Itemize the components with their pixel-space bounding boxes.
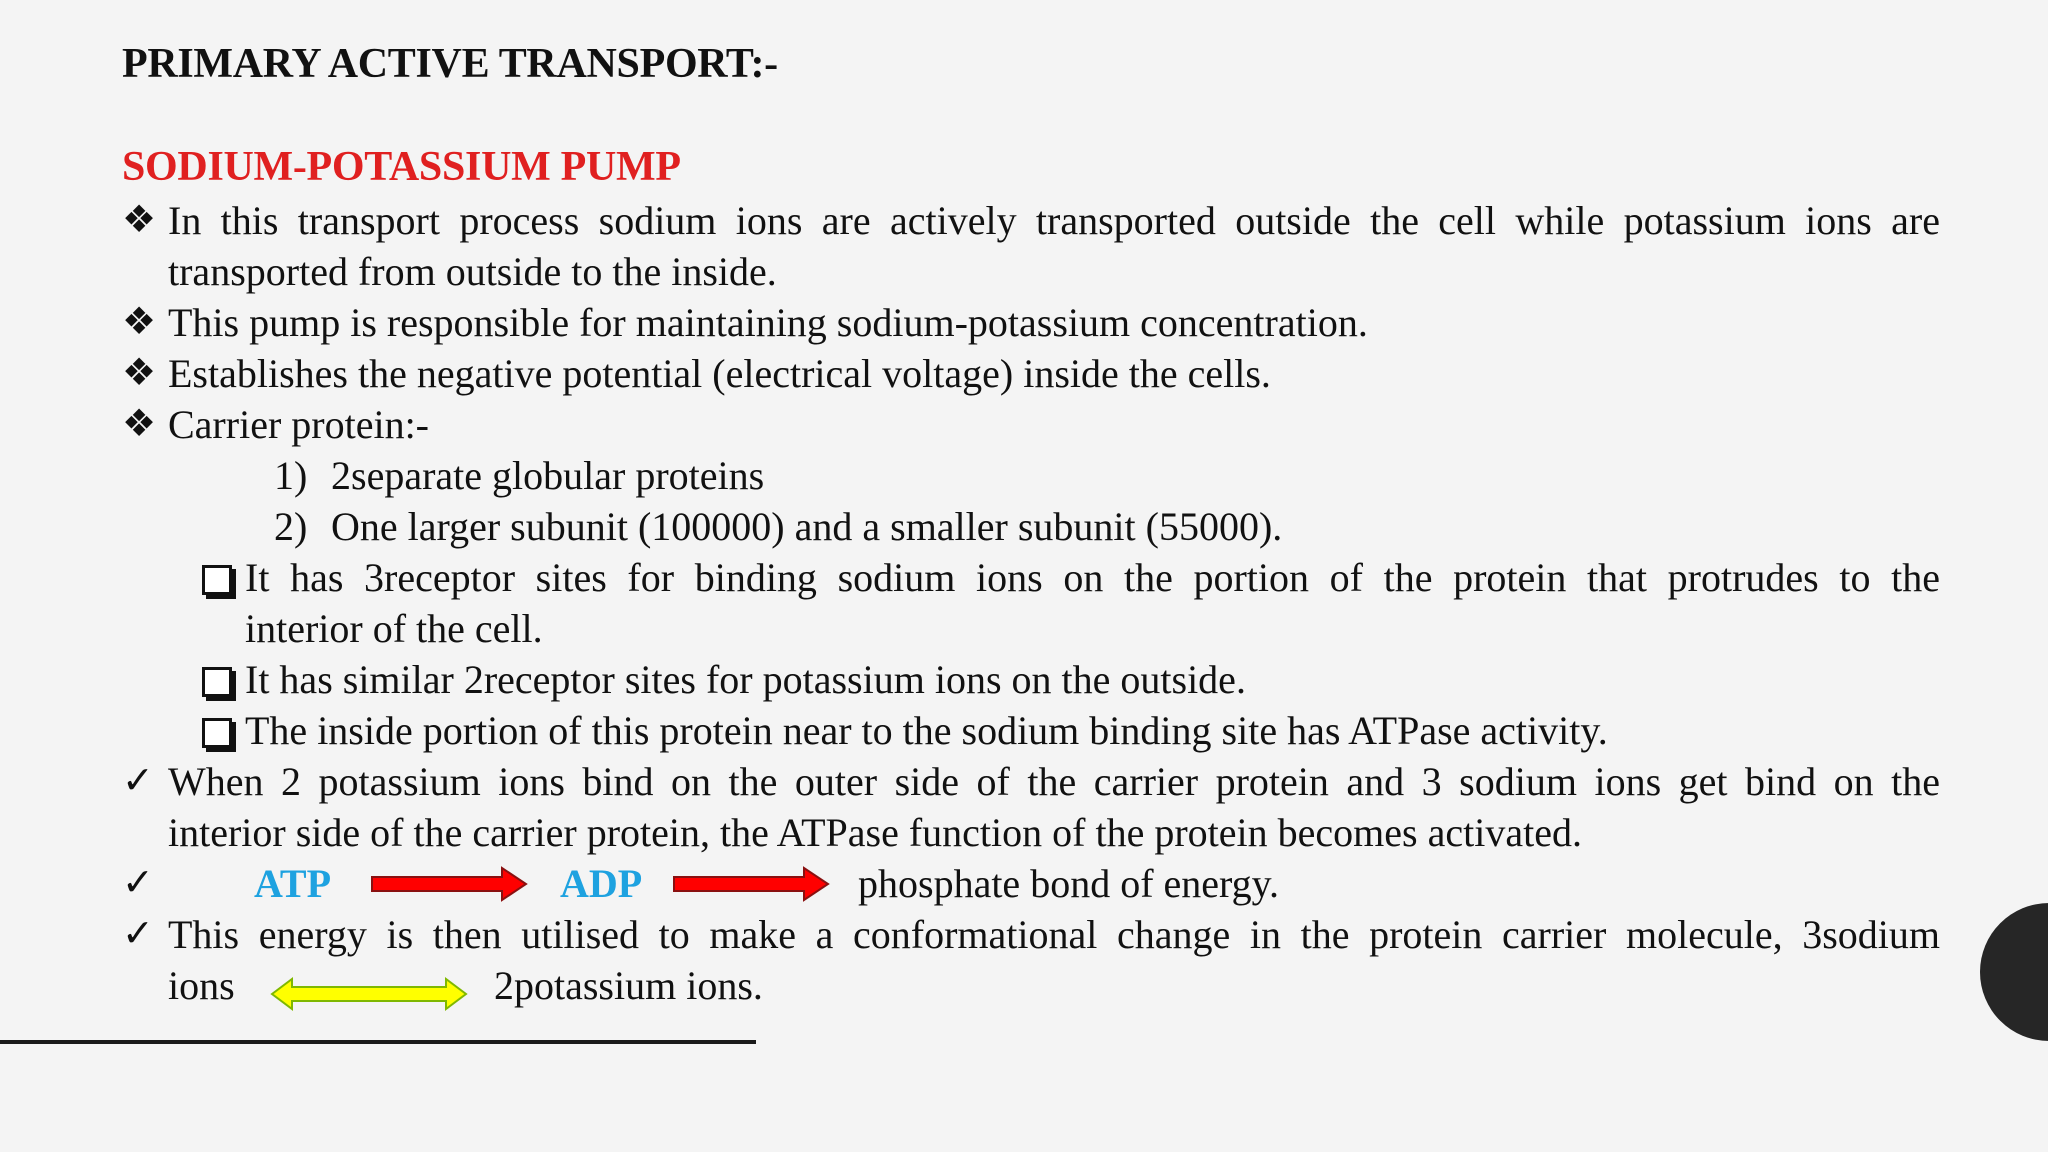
check-bullet-text: When 2 potassium ions bind on the outer side of the carrier protein and 3 sodium ions get bind on the — [168, 759, 1940, 804]
check-bullet-text: 2potassium ions. — [494, 963, 763, 1008]
bullet-text: In this transport process sodium ions are actively transported outside the cell while potassium ions are — [168, 198, 1940, 243]
divider-line — [0, 1040, 756, 1044]
diamond-bullet-icon: ❖ — [122, 199, 157, 241]
list-number: 2) — [274, 504, 308, 549]
bullet-text: transported from outside to the inside. — [168, 249, 777, 294]
atp-label: ATP — [254, 861, 332, 906]
bullet-text: Carrier protein:- — [168, 402, 429, 447]
box-bullet-text: It has similar 2receptor sites for potassium ions on the outside. — [245, 657, 1246, 702]
check-bullet-text: interior side of the carrier protein, the ATPase function of the protein becomes activated. — [168, 810, 1582, 855]
red-arrow-icon — [672, 866, 832, 902]
check-bullet-text: This energy is then utilised to make a conformational change in the protein carrier molecule, 3sodium — [168, 912, 1940, 957]
red-arrow-icon — [370, 866, 530, 902]
slide-title: PRIMARY ACTIVE TRANSPORT:- — [122, 41, 778, 87]
checkmark-bullet-icon: ✓ — [122, 862, 154, 904]
list-number: 1) — [274, 453, 308, 498]
double-arrow-icon — [270, 976, 470, 1012]
diamond-bullet-icon: ❖ — [122, 403, 157, 445]
box-bullet-text: interior of the cell. — [245, 606, 543, 651]
bullet-text: Establishes the negative potential (electrical voltage) inside the cells. — [168, 351, 1271, 396]
checkbox-bullet-icon — [202, 718, 232, 748]
decorative-circle — [1980, 903, 2048, 1041]
checkmark-bullet-icon: ✓ — [122, 913, 154, 955]
diamond-bullet-icon: ❖ — [122, 352, 157, 394]
box-bullet-text: The inside portion of this protein near to the sodium binding site has ATPase activity. — [245, 708, 1608, 753]
diamond-bullet-icon: ❖ — [122, 301, 157, 343]
energy-text: phosphate bond of energy. — [858, 861, 1280, 906]
numbered-item-text: One larger subunit (100000) and a smaller subunit (55000). — [331, 504, 1283, 549]
checkbox-bullet-icon — [202, 565, 232, 595]
bullet-text: This pump is responsible for maintaining sodium-potassium concentration. — [168, 300, 1368, 345]
slide-subtitle: SODIUM-POTASSIUM PUMP — [122, 144, 681, 190]
checkmark-bullet-icon: ✓ — [122, 760, 154, 802]
box-bullet-text: It has 3receptor sites for binding sodium ions on the portion of the protein that protrudes to the — [245, 555, 1940, 600]
adp-label: ADP — [560, 861, 643, 906]
numbered-item-text: 2separate globular proteins — [331, 453, 765, 498]
checkbox-bullet-icon — [202, 667, 232, 697]
check-bullet-text: ions — [168, 963, 235, 1008]
